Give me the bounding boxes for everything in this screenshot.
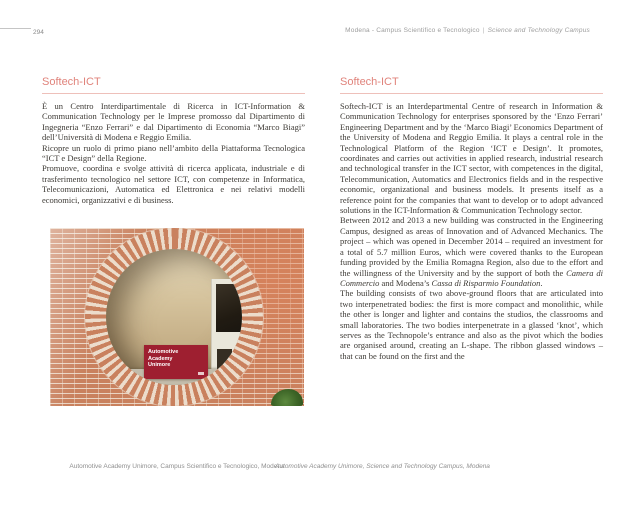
paragraph-english-2 bbox=[340, 215, 603, 288]
paragraph-english-2-post: . bbox=[540, 277, 543, 288]
running-header-english: Science and Technology Campus bbox=[487, 27, 590, 34]
photo-brick-wall bbox=[50, 228, 304, 406]
paragraph-italian-1: È un Centro Interdipartimentale di Ricerca in ICT-Information & Communication Technology per le Imprese promosso dal Dipartimento di Ingegneria “Enzo Ferrari” e dal Dipartimento di Economia “Marco Biagi” dell’Università di Modena e Reggio Emilia. bbox=[42, 101, 305, 143]
sign-line-1: Automotive Academy bbox=[148, 349, 179, 362]
paragraph-english-1: Softech-ICT is an Interdepartmental Centre of research in Information & Communication Technology for enterprises sponsored by the ‘Enzo Ferrari’ Engineering Department and by the ‘Marco Biagi’ Economics Department of the University of Modena and Reggio Emilia. It plays a central role in the Technological Platform of the Region ‘ICT e Design’. It promotes, coordinates and carries out activities in applied research, industrial research and technological transfer in the ICT sector, with competences in the digital, Telecommunication, Automatics and Electronics fields and in the respective economic, organizational and business models. It presents itself as a reference point for the companies that want to develop or to adopt advanced solutions in the ICT-Information & Communication Technology sector. bbox=[340, 101, 603, 216]
door-dark-glass bbox=[216, 284, 242, 332]
left-body-text bbox=[42, 101, 305, 205]
page-number: 294 bbox=[33, 29, 44, 36]
automotive-academy-sign bbox=[144, 345, 208, 379]
running-header bbox=[345, 27, 590, 34]
left-column bbox=[42, 76, 305, 205]
running-header-italian: Modena - Campus Scientifico e Tecnologico bbox=[345, 27, 480, 34]
right-column bbox=[340, 76, 603, 361]
running-header-separator: | bbox=[482, 27, 485, 34]
paragraph-english-2-pre: Between 2012 and 2013 a new building was constructed in the Engineering Campus, designed as areas of Innovation and of Advanced Mechanics. The project – which was opened in December 2014 – required an investment for a total of 5.7 million Euros, which were covered thanks to the European funding provided by the Emilia Romagna Region, also due to the effort and the willingness of the University and by the support of both the bbox=[340, 215, 603, 278]
paragraph-english-3: The building consists of two above-ground floors that are articulated into two interpenetrated bodies: the first is more compact and monolithic, while the other is longer and lighter and contains the studios, the classrooms and small laboratories. The two bodies interpenetrate in a glassed ‘knot’, which serves as the Technopole’s entrance and also as the pivot which the bodies are organised around, creating an L-shape. The ribbon glassed windows – that can be found on the first and the bbox=[340, 288, 603, 361]
photo-caption-english: Automotive Academy Unimore, Science and Technology Campus, Modena bbox=[275, 463, 490, 470]
sign-line-2: Unimore bbox=[148, 362, 171, 368]
circular-window-opening bbox=[106, 249, 242, 385]
right-body-text bbox=[340, 101, 603, 361]
italic-camera-di-commercio: Camera di Commercio bbox=[340, 267, 603, 288]
sign-logo-mark bbox=[198, 372, 204, 375]
paragraph-italian-2: Ricopre un ruolo di primo piano nell’ambito della Piattaforma Tecnologica “ICT e Design” della Regione. bbox=[42, 142, 305, 164]
door-lower-panel bbox=[217, 349, 232, 369]
italic-cassa-di-risparmio: Cassa di Risparmio Foundation bbox=[431, 277, 541, 288]
paragraph-english-2-mid: and Modena’s bbox=[379, 277, 432, 288]
photo-caption-italian: Automotive Academy Unimore, Campus Scientifico e Tecnologico, Modena bbox=[69, 463, 285, 470]
bush bbox=[271, 389, 303, 406]
paragraph-italian-3: Promuove, coordina e svolge attività di ricerca applicata, industriale e di trasferimento tecnologico nel settore ICT, con competenze in Informatica, Telecomunicazioni, Automatica ed Elettronica e nei relativi modelli economici, organizzativi e di business. bbox=[42, 163, 305, 205]
right-section-title: Softech-ICT bbox=[340, 76, 603, 94]
left-section-title: Softech-ICT bbox=[42, 76, 305, 94]
page-number-rule bbox=[0, 28, 31, 29]
